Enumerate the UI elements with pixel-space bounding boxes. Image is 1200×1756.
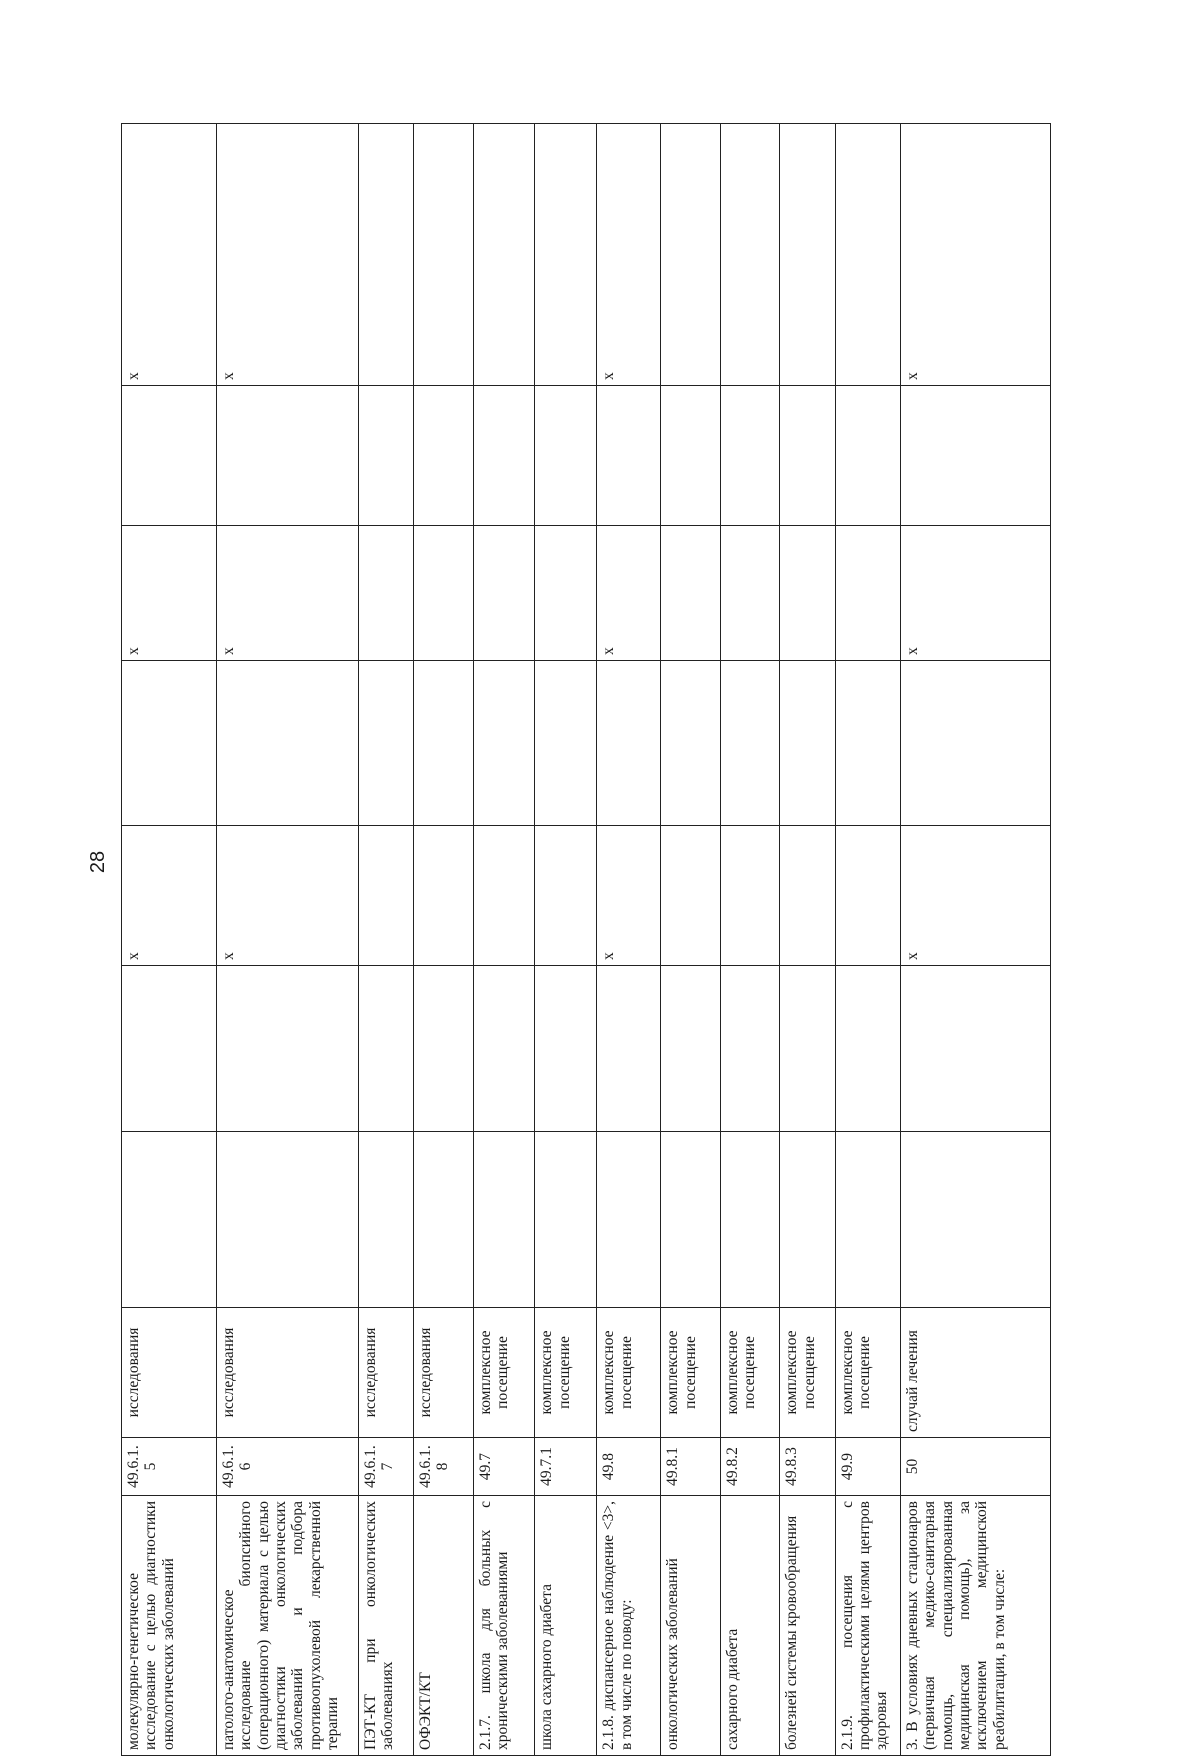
row-value-cell xyxy=(661,826,721,966)
row-value-cell xyxy=(535,386,597,526)
table-row xyxy=(780,124,835,1756)
row-unit-cell: комплексное посещение xyxy=(535,1308,597,1438)
table-row xyxy=(900,124,1050,1756)
row-value-cell xyxy=(535,661,597,826)
table-row xyxy=(413,124,473,1756)
row-code-cell: 49.6.1.7 xyxy=(358,1438,413,1496)
row-value-cell xyxy=(122,661,217,826)
row-unit-cell: комплексное посещение xyxy=(597,1308,661,1438)
table-row xyxy=(597,124,661,1756)
row-name-cell: 2.1.7. школа для больных с хроническими заболеваниями xyxy=(473,1496,535,1756)
row-unit-cell: комплексное посещение xyxy=(780,1308,835,1438)
row-value-cell xyxy=(835,661,900,826)
row-value-cell xyxy=(535,826,597,966)
row-value-cell: x xyxy=(122,526,217,661)
row-value-cell xyxy=(900,386,1050,526)
row-value-cell xyxy=(473,1132,535,1308)
row-value-cell xyxy=(216,661,358,826)
row-unit-cell: исследования xyxy=(216,1308,358,1438)
row-name-cell: ОФЭКТ/КТ xyxy=(413,1496,473,1756)
row-code-cell: 49.8 xyxy=(597,1438,661,1496)
row-value-cell xyxy=(661,526,721,661)
row-value-cell xyxy=(900,661,1050,826)
row-value-cell: x xyxy=(216,526,358,661)
row-name-cell: 2.1.8. диспансерное наблюдение <3>, в том числе по поводу: xyxy=(597,1496,661,1756)
row-value-cell xyxy=(216,966,358,1132)
row-value-cell: x xyxy=(900,526,1050,661)
row-value-cell: x xyxy=(597,826,661,966)
row-value-cell xyxy=(835,124,900,386)
row-value-cell xyxy=(358,124,413,386)
row-value-cell xyxy=(413,661,473,826)
row-value-cell: x xyxy=(597,124,661,386)
row-code-cell: 50 xyxy=(900,1438,1050,1496)
row-value-cell: x xyxy=(122,124,217,386)
row-value-cell: x xyxy=(216,826,358,966)
row-unit-cell: исследования xyxy=(358,1308,413,1438)
row-value-cell xyxy=(216,1132,358,1308)
row-code-cell: 49.8.1 xyxy=(661,1438,721,1496)
row-value-cell xyxy=(661,1132,721,1308)
row-value-cell xyxy=(720,966,780,1132)
row-value-cell: x xyxy=(900,124,1050,386)
row-value-cell xyxy=(358,826,413,966)
table-row xyxy=(216,124,358,1756)
row-value-cell: x xyxy=(597,526,661,661)
row-value-cell xyxy=(535,526,597,661)
row-unit-cell: комплексное посещение xyxy=(835,1308,900,1438)
row-name-cell: школа сахарного диабета xyxy=(535,1496,597,1756)
row-code-cell: 49.6.1.8 xyxy=(413,1438,473,1496)
row-value-cell xyxy=(358,526,413,661)
row-code-cell: 49.9 xyxy=(835,1438,900,1496)
table-row xyxy=(358,124,413,1756)
row-value-cell xyxy=(661,966,721,1132)
row-value-cell xyxy=(358,386,413,526)
row-value-cell xyxy=(597,386,661,526)
row-value-cell xyxy=(720,386,780,526)
row-value-cell: x xyxy=(122,826,217,966)
row-value-cell xyxy=(473,124,535,386)
row-value-cell xyxy=(413,526,473,661)
row-value-cell xyxy=(413,386,473,526)
row-value-cell xyxy=(835,1132,900,1308)
row-unit-cell: комплексное посещение xyxy=(473,1308,535,1438)
row-code-cell: 49.7.1 xyxy=(535,1438,597,1496)
row-name-cell: ПЭТ-КТ при онкологических заболеваниях xyxy=(358,1496,413,1756)
row-code-cell: 49.6.1.6 xyxy=(216,1438,358,1496)
rotated-table-container xyxy=(121,124,1051,1756)
row-value-cell xyxy=(835,526,900,661)
row-value-cell xyxy=(900,966,1050,1132)
row-unit-cell: случай лечения xyxy=(900,1308,1050,1438)
row-name-cell: болезней системы кровообращения xyxy=(780,1496,835,1756)
row-value-cell xyxy=(780,1132,835,1308)
table-body xyxy=(122,124,1051,1756)
row-value-cell xyxy=(535,966,597,1132)
row-value-cell xyxy=(780,526,835,661)
row-code-cell: 49.8.2 xyxy=(720,1438,780,1496)
row-value-cell xyxy=(597,966,661,1132)
row-value-cell: x xyxy=(216,124,358,386)
page-number: 28 xyxy=(87,850,109,874)
row-value-cell xyxy=(900,1132,1050,1308)
row-value-cell xyxy=(661,124,721,386)
table-row xyxy=(661,124,721,1756)
row-value-cell xyxy=(835,826,900,966)
row-name-cell: сахарного диабета xyxy=(720,1496,780,1756)
row-name-cell: онкологических заболеваний xyxy=(661,1496,721,1756)
row-value-cell xyxy=(122,966,217,1132)
row-value-cell xyxy=(661,386,721,526)
row-unit-cell: исследования xyxy=(122,1308,217,1438)
row-value-cell xyxy=(216,386,358,526)
row-code-cell: 49.7 xyxy=(473,1438,535,1496)
row-value-cell xyxy=(413,1132,473,1308)
row-value-cell xyxy=(413,966,473,1132)
row-value-cell xyxy=(473,526,535,661)
row-value-cell xyxy=(473,386,535,526)
row-value-cell xyxy=(413,124,473,386)
row-value-cell xyxy=(720,826,780,966)
row-unit-cell: исследования xyxy=(413,1308,473,1438)
row-value-cell: x xyxy=(900,826,1050,966)
row-value-cell xyxy=(780,966,835,1132)
row-value-cell xyxy=(473,826,535,966)
row-value-cell xyxy=(597,1132,661,1308)
table-row xyxy=(720,124,780,1756)
table-row xyxy=(473,124,535,1756)
row-unit-cell: комплексное посещение xyxy=(720,1308,780,1438)
row-value-cell xyxy=(720,1132,780,1308)
row-value-cell xyxy=(597,661,661,826)
row-code-cell: 49.6.1.5 xyxy=(122,1438,217,1496)
row-value-cell xyxy=(661,661,721,826)
row-value-cell xyxy=(535,124,597,386)
row-value-cell xyxy=(835,966,900,1132)
row-value-cell xyxy=(780,661,835,826)
row-value-cell xyxy=(473,966,535,1132)
row-value-cell xyxy=(835,386,900,526)
table-row xyxy=(535,124,597,1756)
row-value-cell xyxy=(413,826,473,966)
row-name-cell: патолого-анатомическое исследование биопсийного (операционного) материала с целью диагностики онкологических заболеваний и подбора противоопухолевой лекарственной терапии xyxy=(216,1496,358,1756)
row-value-cell xyxy=(358,1132,413,1308)
row-value-cell xyxy=(780,826,835,966)
row-value-cell xyxy=(780,124,835,386)
row-value-cell xyxy=(720,124,780,386)
row-value-cell xyxy=(720,526,780,661)
row-value-cell xyxy=(122,386,217,526)
table-row xyxy=(122,124,217,1756)
row-code-cell: 49.8.3 xyxy=(780,1438,835,1496)
row-unit-cell: комплексное посещение xyxy=(661,1308,721,1438)
row-name-cell: 3. В условиях дневных стационаров (первичная медико-санитарная помощь, специализированная медицинская помощь), за исключением медицинской реабилитации, в том числе: xyxy=(900,1496,1050,1756)
row-name-cell: молекулярно-генетическое исследование с целью диагностики онкологических заболеваний xyxy=(122,1496,217,1756)
row-value-cell xyxy=(780,386,835,526)
row-value-cell xyxy=(720,661,780,826)
row-value-cell xyxy=(473,661,535,826)
row-value-cell xyxy=(358,661,413,826)
row-value-cell xyxy=(122,1132,217,1308)
row-value-cell xyxy=(535,1132,597,1308)
data-table xyxy=(121,123,1051,1756)
row-name-cell: 2.1.9. посещения с профилактическими целями центров здоровья xyxy=(835,1496,900,1756)
table-row xyxy=(835,124,900,1756)
row-value-cell xyxy=(358,966,413,1132)
